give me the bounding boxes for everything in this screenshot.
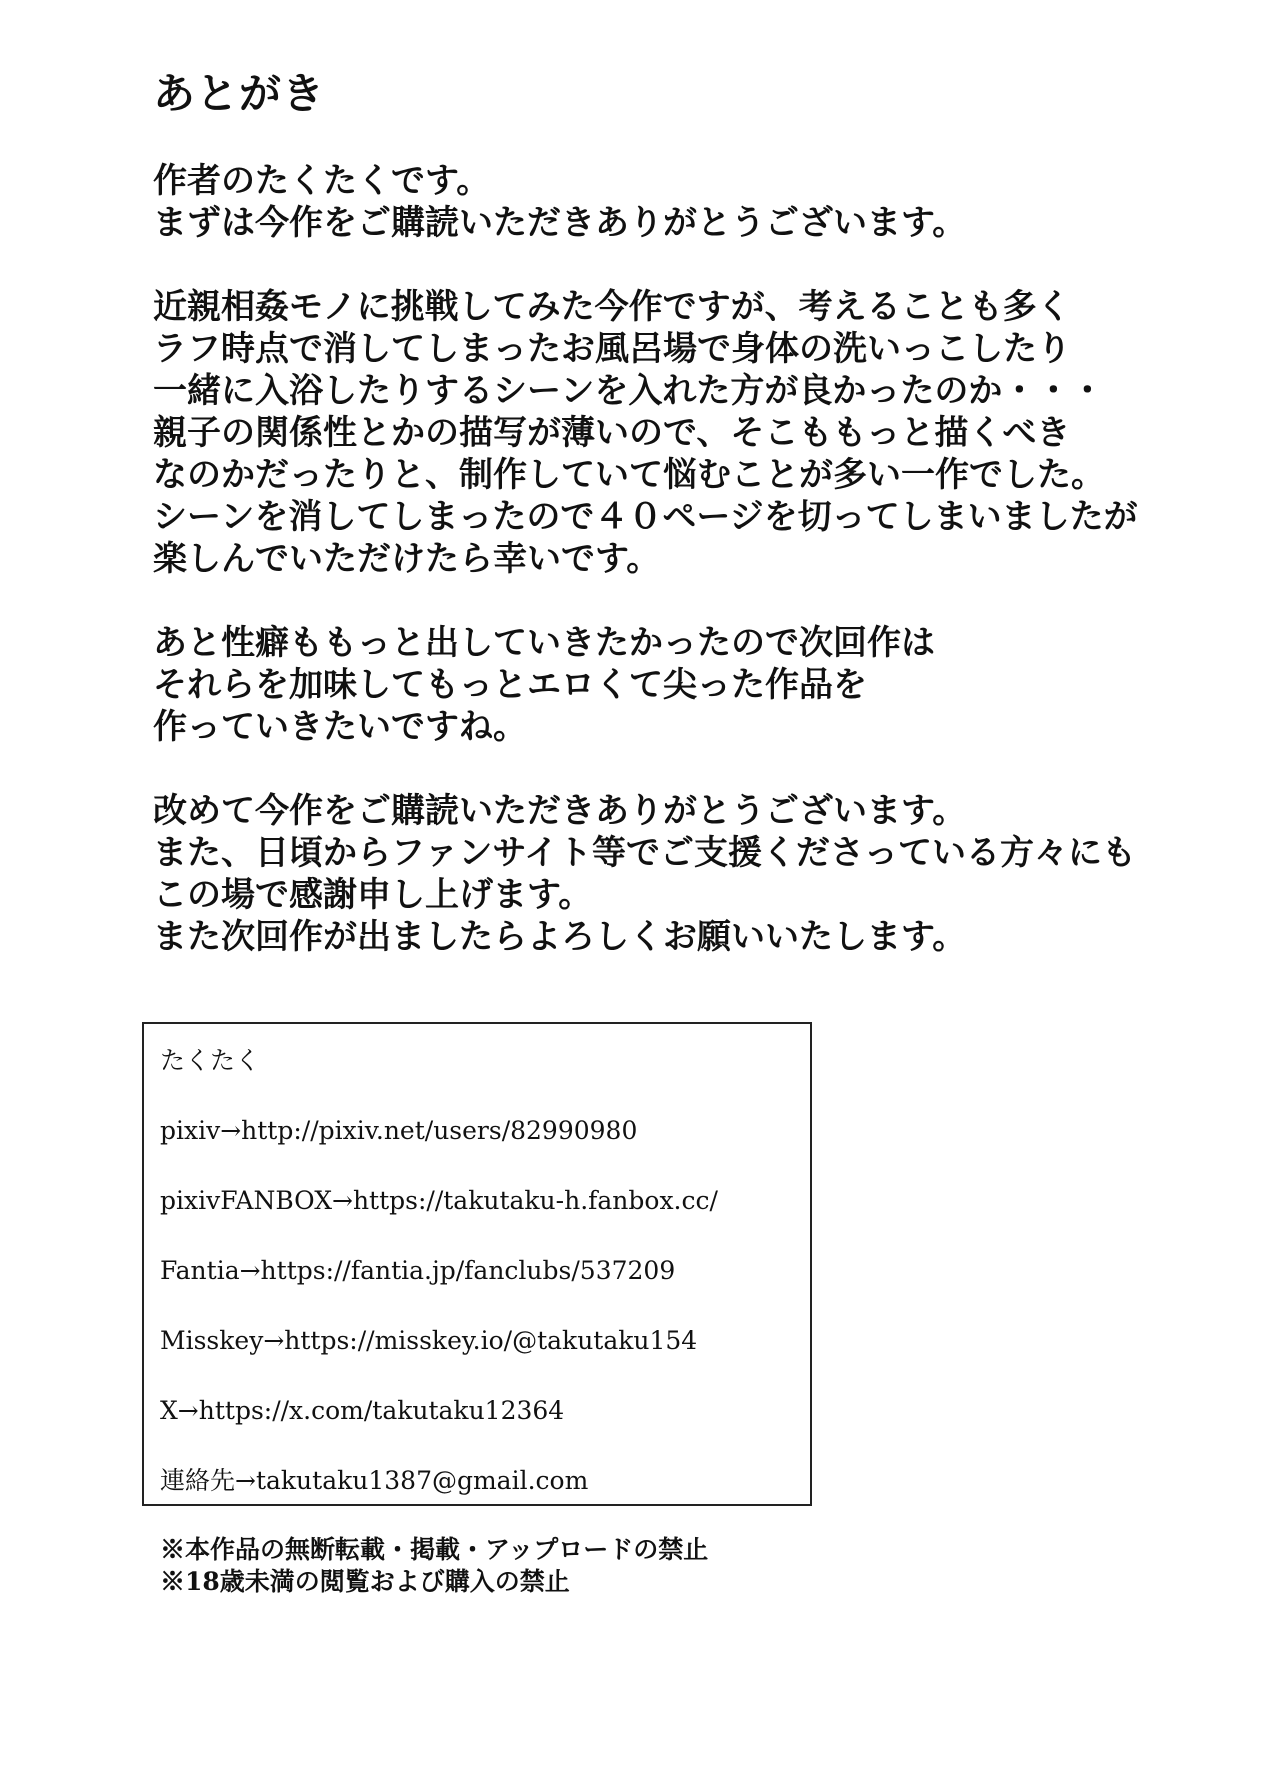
text-line: なのかだったりと、制作していて悩むことが多い一作でした。 — [153, 455, 1105, 495]
paragraph-reflection — [153, 286, 1233, 580]
misskey-link: Misskey→https://misskey.io/@takutaku154 — [160, 1326, 698, 1355]
fantia-link: Fantia→https://fantia.jp/fanclubs/537209 — [160, 1256, 676, 1285]
fanbox-link: pixivFANBOX→https://takutaku-h.fanbox.cc/ — [160, 1186, 718, 1215]
paragraph-thanks — [153, 790, 1233, 958]
notice-no-reprint: ※本作品の無断転載・掲載・アップロードの禁止 — [160, 1535, 709, 1564]
page-title: あとがき — [153, 69, 326, 118]
text-line: 楽しんでいただけたら幸いです。 — [153, 539, 661, 579]
notices — [160, 1534, 810, 1598]
text-line: シーンを消してしまったので４０ページを切ってしまいましたが — [153, 497, 1138, 537]
text-line: 親子の関係性とかの描写が薄いので、そこももっと描くべき — [153, 413, 1071, 453]
afterword-body — [153, 160, 1233, 1000]
notice-age-restriction: ※18歳未満の閲覧および購入の禁止 — [160, 1567, 570, 1596]
paragraph-next-work — [153, 622, 1233, 748]
contact-email: 連絡先→takutaku1387@gmail.com — [160, 1466, 589, 1495]
text-line: 改めて今作をご購読いただきありがとうございます。 — [153, 791, 967, 831]
pixiv-link: pixiv→http://pixiv.net/users/82990980 — [160, 1116, 638, 1145]
text-line: また、日頃からファンサイト等でご支援くださっている方々にも — [153, 833, 1136, 873]
text-line: 作っていきたいですね。 — [153, 707, 527, 747]
text-line: この場で感謝申し上げます。 — [153, 875, 593, 915]
x-link: X→https://x.com/takutaku12364 — [160, 1396, 565, 1425]
paragraph-greeting — [153, 160, 1233, 244]
text-line: まずは今作をご購読いただきありがとうございます。 — [153, 203, 967, 243]
text-line: 近親相姦モノに挑戦してみた今作ですが、考えることも多く — [153, 287, 1071, 327]
author-info-box — [142, 1022, 812, 1596]
author-name: たくたく — [160, 1046, 261, 1075]
text-line: あと性癖ももっと出していきたかったので次回作は — [153, 623, 935, 663]
text-line: それらを加味してもっとエロくて尖った作品を — [153, 665, 867, 705]
text-line: また次回作が出ましたらよろしくお願いいたします。 — [153, 917, 967, 957]
text-line: 作者のたくたくです。 — [153, 161, 491, 201]
text-line: 一緒に入浴したりするシーンを入れた方が良かったのか・・・ — [153, 371, 1105, 411]
text-line: ラフ時点で消してしまったお風呂場で身体の洗いっこしたり — [153, 329, 1071, 369]
